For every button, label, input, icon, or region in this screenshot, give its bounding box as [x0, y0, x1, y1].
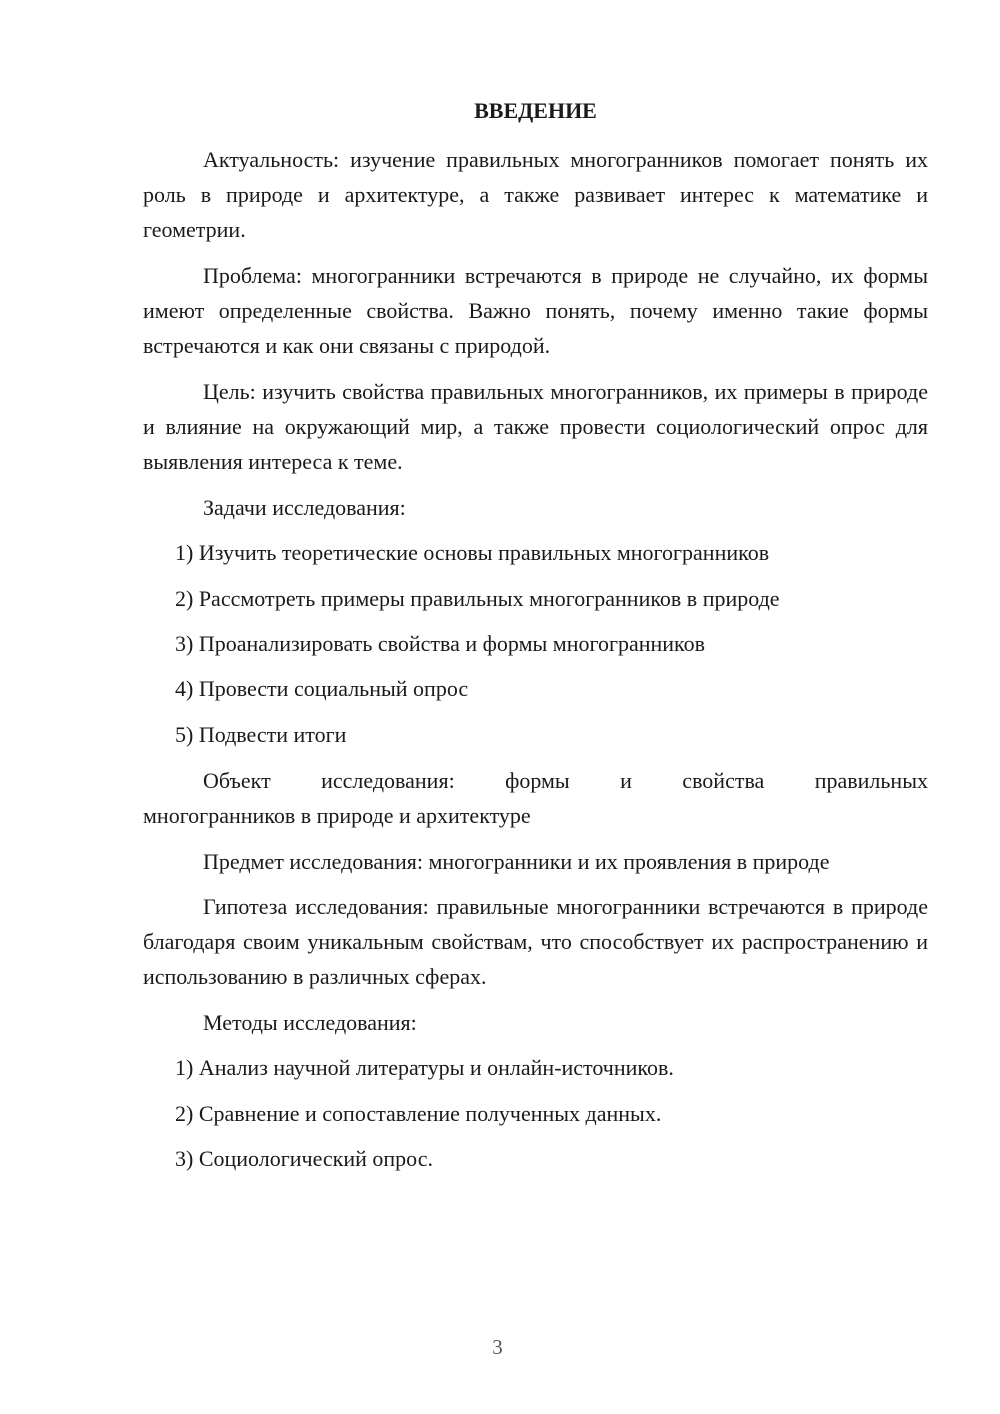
object-line-2: многогранников в природе и архитектуре: [143, 803, 531, 828]
method-item: 1) Анализ научной литературы и онлайн-источников.: [175, 1055, 674, 1080]
subject-line: Предмет исследования: многогранники и их проявления в природе: [203, 849, 830, 874]
methods-title: Методы исследования:: [203, 1010, 417, 1035]
section-heading: ВВЕДЕНИЕ: [474, 98, 597, 123]
task-item: 2) Рассмотреть примеры правильных многогранников в природе: [175, 586, 780, 611]
task-item: 3) Проанализировать свойства и формы многогранников: [175, 631, 706, 656]
relevance-paragraph: Актуальность: изучение правильных многогранников помогает понять их роль в природе и архитектуре, а также развивает интерес к математике и геометрии.: [143, 147, 928, 242]
goal-paragraph: Цель: изучить свойства правильных многогранников, их примеры в природе и влияние на окружающий мир, а также провести социологический опрос для выявления интереса к теме.: [143, 379, 928, 474]
tasks-title: Задачи исследования:: [203, 495, 406, 520]
problem-paragraph: Проблема: многогранники встречаются в природе не случайно, их формы имеют определенные свойства. Важно понять, почему именно такие формы встречаются и как они связаны с природой.: [143, 263, 928, 358]
page-number: 3: [492, 1335, 503, 1359]
task-item: 1) Изучить теоретические основы правильных многогранников: [175, 540, 770, 565]
method-item: 3) Социологический опрос.: [175, 1146, 433, 1171]
method-item: 2) Сравнение и сопоставление полученных данных.: [175, 1101, 662, 1126]
task-item: 5) Подвести итоги: [175, 722, 347, 747]
document-page: [143, 0, 928, 1414]
object-line-1: Объект исследования: формы и свойства правильных: [203, 768, 928, 793]
hypothesis-paragraph: Гипотеза исследования: правильные многогранники встречаются в природе благодаря своим уникальным свойствам, что способствует их распространению и использованию в различных сферах.: [143, 894, 928, 989]
task-item: 4) Провести социальный опрос: [175, 676, 469, 701]
